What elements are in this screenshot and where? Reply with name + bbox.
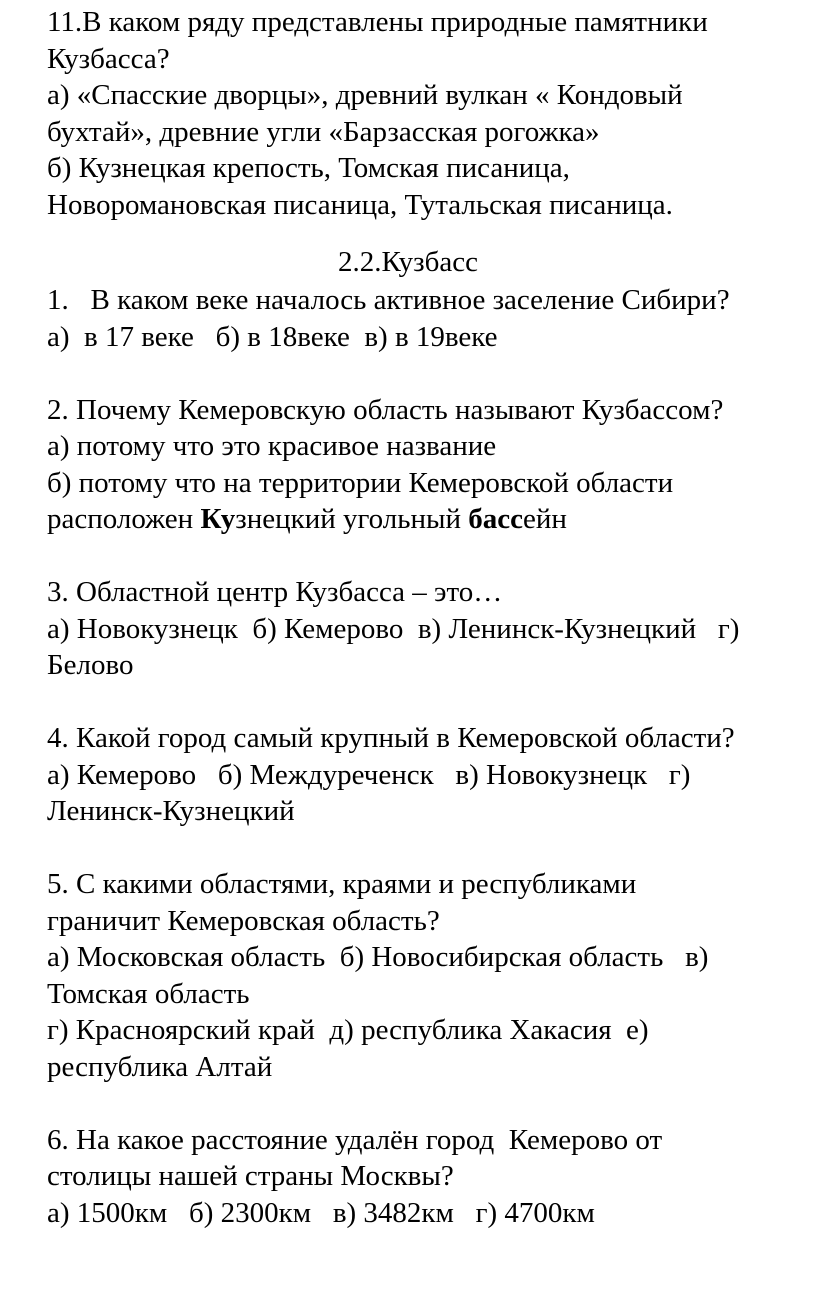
question-5 — [47, 866, 816, 1085]
answer-option: г) Красноярский край д) республика Хакасия е) — [47, 1014, 649, 1046]
question-text: 2. Почему Кемеровскую область называют Кузбассом? — [47, 393, 724, 426]
answer-option: а) Новокузнецк б) Кемерово в) Ленинск-Кузнецкий г) — [47, 612, 740, 645]
spacer — [47, 355, 816, 392]
question-1 — [47, 282, 816, 355]
answer-option: б) потому что на территории Кемеровской области — [47, 466, 674, 499]
answer-option: бухтай», древние угли «Барзасская рогожка» — [47, 115, 600, 148]
answer-text: расположен — [47, 503, 201, 535]
answer-bold-text: Ку — [200, 503, 236, 535]
question-text: 11.В каком ряду представлены природные памятники — [47, 6, 708, 38]
question-text: 3. Областной центр Кузбасса – это… — [47, 576, 503, 608]
spacer — [47, 538, 816, 575]
answer-option: Белово — [47, 649, 134, 681]
answer-option: Новоромановская писаница, Тутальская писаница. — [47, 188, 673, 221]
question-text: Кузбасса? — [47, 42, 170, 75]
section-title: 2.2.Кузбасс — [338, 246, 478, 278]
question-6 — [47, 1122, 816, 1232]
question-3 — [47, 574, 816, 684]
answer-option — [47, 501, 816, 538]
answer-option: республика Алтай — [47, 1050, 273, 1083]
answer-option: Ленинск-Кузнецкий — [47, 795, 295, 827]
answer-text: знецкий угольный — [235, 503, 469, 535]
question-11 — [47, 4, 816, 223]
answer-option: Томская область — [47, 977, 250, 1010]
question-text: граничит Кемеровская область? — [47, 904, 440, 937]
question-text: 4. Какой город самый крупный в Кемеровской области? — [47, 722, 735, 754]
answer-option: а) Кемерово б) Междуреченск в) Новокузнецк г) — [47, 758, 691, 791]
question-text: 1. В каком веке началось активное заселение Сибири? — [47, 284, 730, 316]
answer-bold-text: басс — [468, 503, 524, 535]
spacer — [47, 1085, 816, 1122]
answer-option: а) в 17 веке б) в 18веке в) в 19веке — [47, 320, 498, 353]
answer-option: а) «Спасские дворцы», древний вулкан « Кондовый — [47, 79, 683, 111]
spacer — [47, 830, 816, 867]
question-text: 6. На какое расстояние удалён город Кемерово от — [47, 1123, 663, 1156]
answer-option: а) Московская область б) Новосибирская область в) — [47, 941, 709, 973]
spacer — [47, 684, 816, 721]
answer-text: ейн — [523, 503, 567, 535]
question-text: 5. С какими областями, краями и республиками — [47, 868, 637, 900]
question-text: столицы нашей страны Москвы? — [47, 1160, 454, 1192]
question-2 — [47, 392, 816, 538]
answer-option: а) потому что это красивое название — [47, 430, 497, 462]
question-4 — [47, 720, 816, 830]
answer-option: а) 1500км б) 2300км в) 3482км г) 4700км — [47, 1196, 595, 1229]
answer-option: б) Кузнецкая крепость, Томская писаница, — [47, 152, 570, 184]
